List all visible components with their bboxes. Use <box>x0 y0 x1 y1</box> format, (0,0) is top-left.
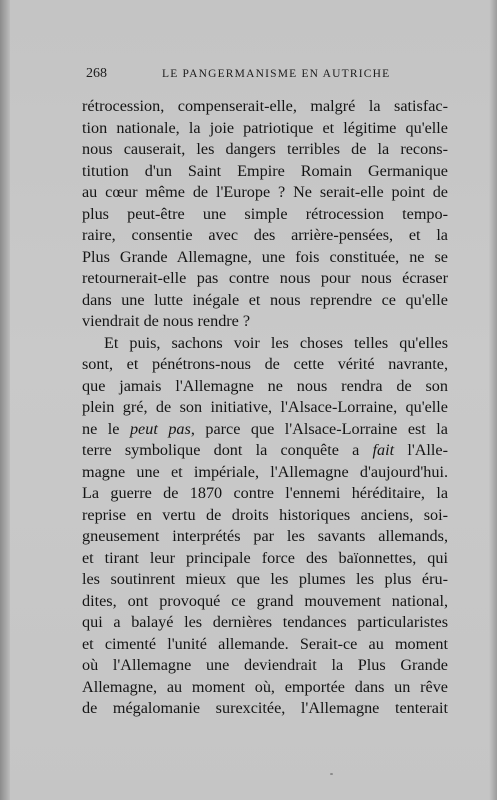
text-line: ne le peut pas, parce que l'Alsace-Lorraine est la <box>82 419 448 438</box>
page-right-edge-shadow <box>489 0 497 800</box>
text-line: de mégalomanie surexcitée, l'Allemagne tenterait <box>82 699 448 717</box>
paragraph-1 <box>82 96 448 333</box>
text-line: dans une lutte inégale et nous reprendre ce qu'elle <box>82 290 448 309</box>
text-line: titution d'un Saint Empire Romain Germanique <box>82 161 448 180</box>
body-text <box>82 96 448 720</box>
text-line: rétrocession, compenserait-elle, malgré la satisfac- <box>82 97 448 115</box>
text-line: qui a balayé les dernières tendances particularistes <box>82 613 448 631</box>
text-line: raire, consentie avec des arrière-pensées, et la <box>82 226 448 244</box>
text-line: plus peut-être une simple rétrocession tempo- <box>82 204 448 223</box>
text-line: au cœur même de l'Europe ? Ne serait-elle point de <box>82 183 448 201</box>
text-line: magne une et impériale, l'Allemagne d'aujourd'hui. <box>82 462 448 481</box>
paragraph-2 <box>82 333 448 720</box>
text-line: les soutinrent mieux que les plumes les plus éru- <box>82 570 448 588</box>
text-line: gneusement interprétés par les savants allemands, <box>82 527 448 545</box>
text-line: Allemagne, au moment où, emportée dans un rêve <box>82 677 448 696</box>
text-line: tion nationale, la joie patriotique et légitime qu'elle <box>82 118 448 137</box>
text-line: nous causerait, les dangers terribles de la recons- <box>82 140 448 158</box>
text-line: La guerre de 1870 contre l'ennemi héréditaire, la <box>82 484 448 502</box>
text-line: viendrait de nous rendre ? <box>82 312 251 330</box>
text-line: reprise en vertu de droits historiques anciens, soi- <box>82 505 448 524</box>
text-line: que jamais l'Allemagne ne nous rendra de son <box>82 376 448 395</box>
page-left-edge-shadow <box>0 0 10 800</box>
text-line: terre symbolique dont la conquête a fait l'Alle- <box>82 441 448 459</box>
paper-speck <box>330 773 333 775</box>
text-line: où l'Allemagne une deviendrait la Plus Grande <box>82 656 448 674</box>
text-line: dites, ont provoqué ce grand mouvement national, <box>82 591 448 610</box>
running-head: LE PANGERMANISME EN AUTRICHE <box>162 68 391 80</box>
text-line: et tirant leur principale force des baïonnettes, qui <box>82 548 448 567</box>
text-line: retournerait-elle pas contre nous pour nous écraser <box>82 269 448 287</box>
text-line: Et puis, sachons voir les choses telles qu'elles <box>104 333 448 352</box>
text-line: Plus Grande Allemagne, une fois constituée, ne se <box>82 247 448 266</box>
page-header <box>86 66 446 86</box>
page-number: 268 <box>86 66 107 81</box>
text-line: sont, et pénétrons-nous de cette vérité navrante, <box>82 355 448 373</box>
text-line: et cimenté l'unité allemande. Serait-ce au moment <box>82 634 448 653</box>
text-line: plein gré, de son initiative, l'Alsace-Lorraine, qu'elle <box>82 398 448 416</box>
